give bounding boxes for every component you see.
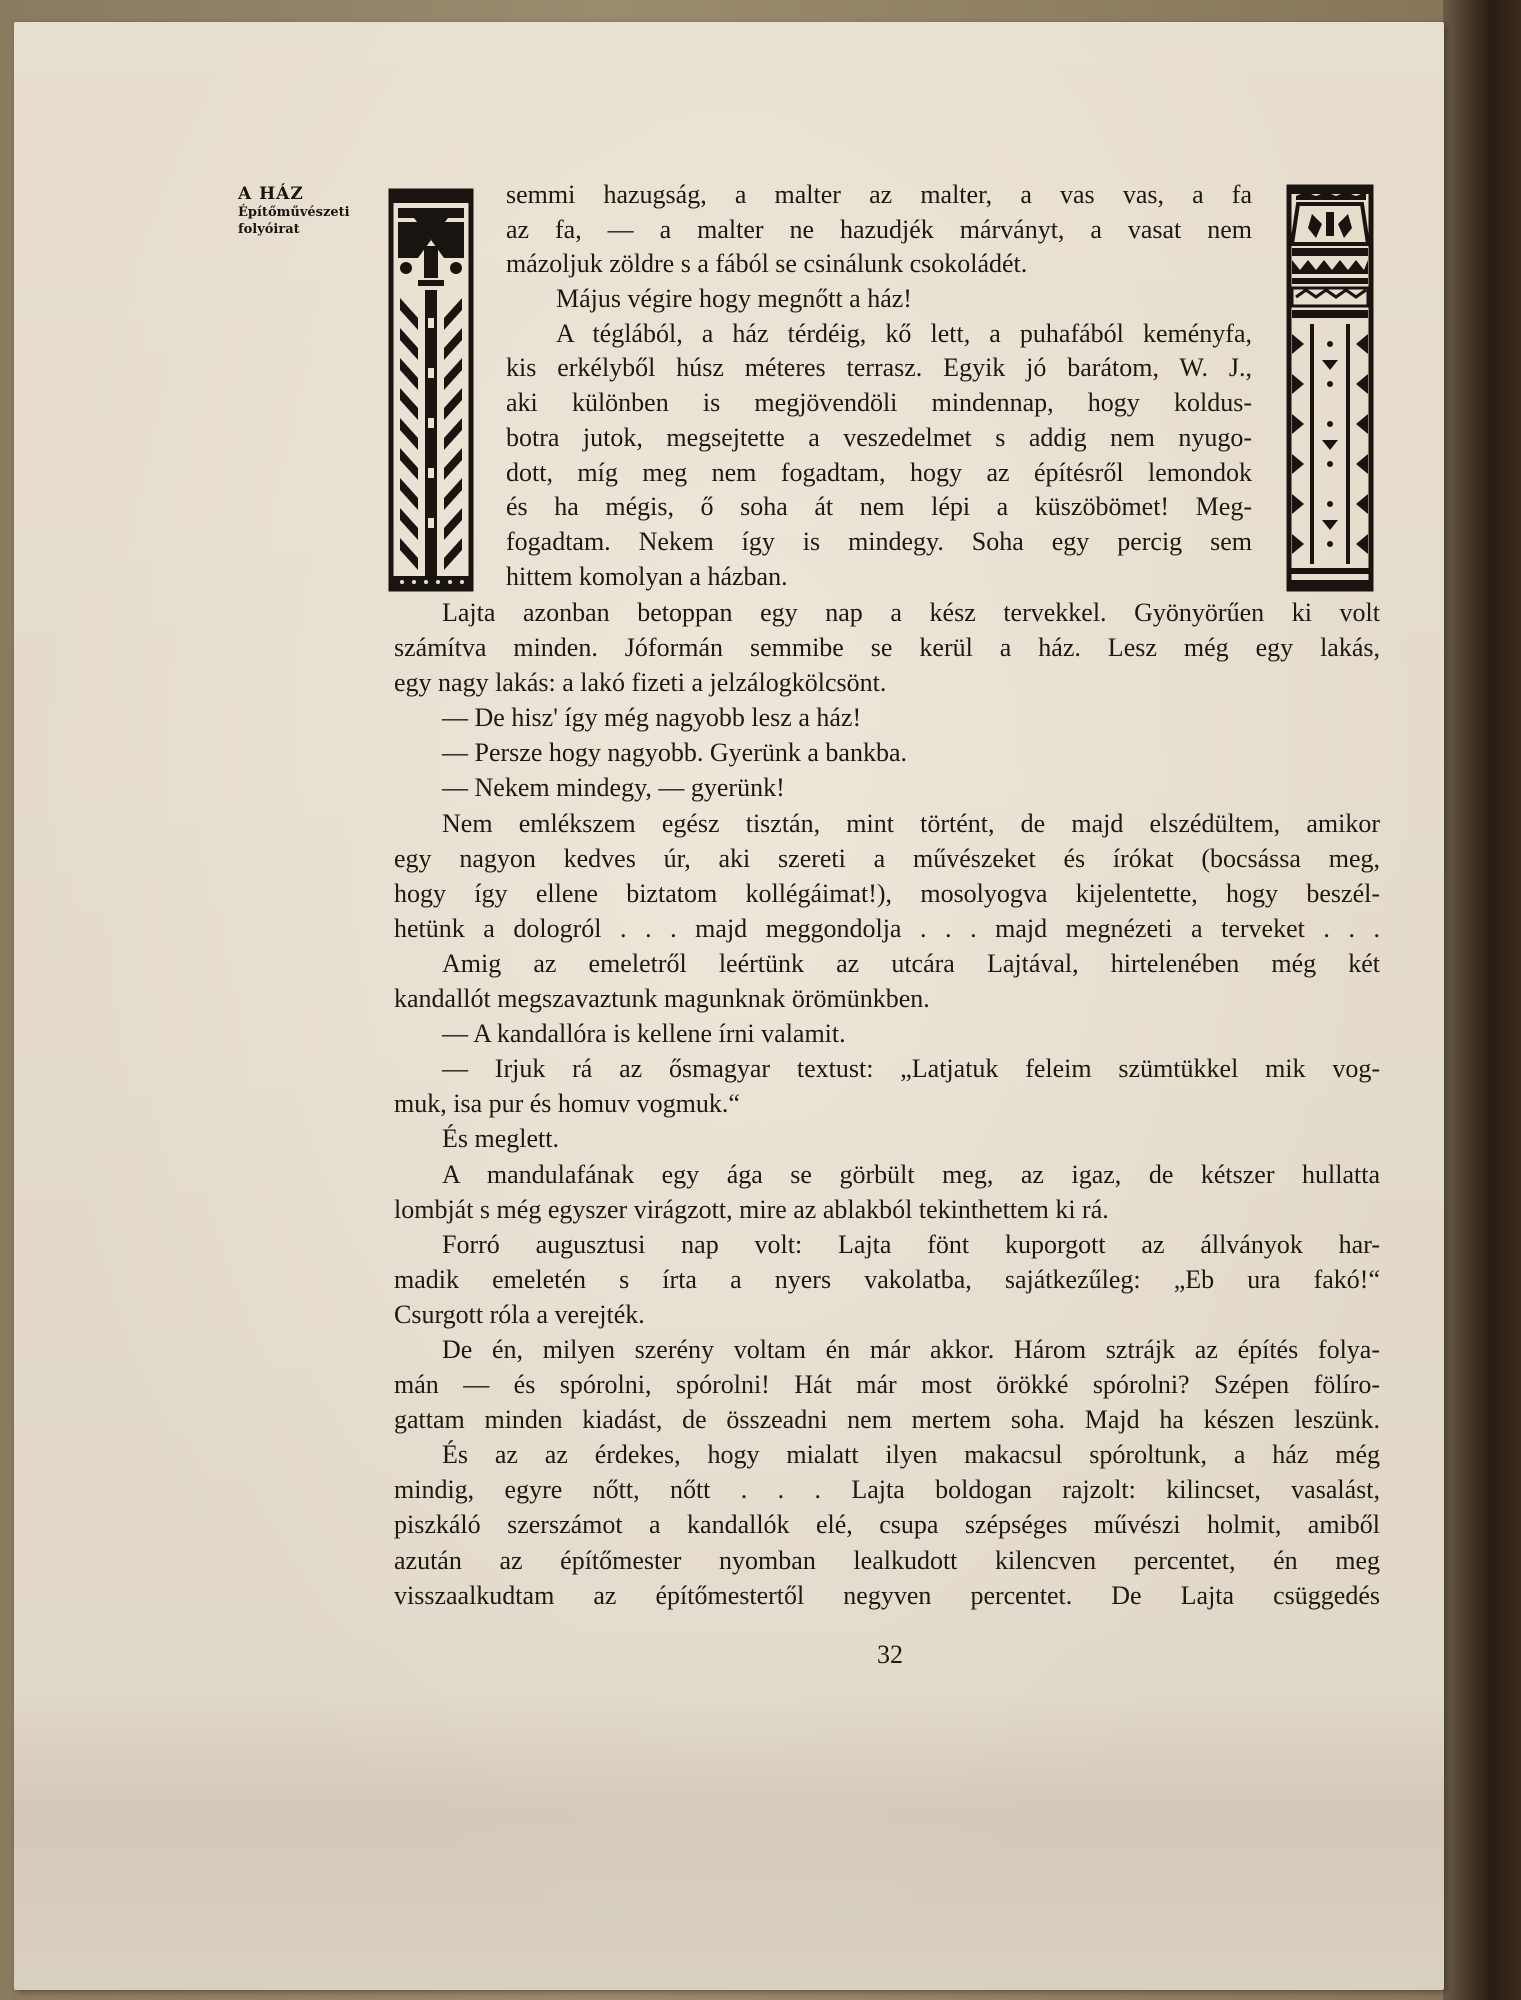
text-line: visszaalkudtam az építőmestertől negyven percentet. De Lajta csüggedés <box>394 1580 1380 1610</box>
text-line: Nem emlékszem egész tisztán, mint történt, de majd elszédültem, amikor <box>442 808 1380 838</box>
text-line: fogadtam. Nekem így is mindegy. Soha egy percig sem <box>506 526 1252 556</box>
text-line: piszkáló szerszámot a kandallók elé, csupa szépséges művészi holmit, amiből <box>394 1510 1380 1540</box>
text-line: semmi hazugság, a malter az malter, a vas vas, a fa <box>506 180 1252 209</box>
text-line: — Persze hogy nagyobb. Gyerünk a bankba. <box>442 738 907 768</box>
page-number: 32 <box>877 1640 903 1669</box>
text-line: egy nagy lakás: a lakó fizeti a jelzálogkölcsönt. <box>394 668 887 698</box>
text-line: egy nagyon kedves úr, aki szereti a művészeket és írókat (bocsássa meg, <box>394 843 1380 873</box>
text-line: hittem komolyan a házban. <box>506 561 788 591</box>
narrow-column-text <box>506 178 1252 594</box>
text-line: hetünk a dologról . . . majd meggondolja . . . majd megnézeti a terveket . . . <box>394 913 1380 943</box>
text-line: mindig, egyre nőtt, nőtt . . . Lajta boldogan rajzolt: kilincset, vasalást, <box>394 1475 1380 1505</box>
text-line: botra jutok, megsejtette a veszedelmet s addig nem nyugo- <box>506 422 1252 452</box>
text-line: muk, isa pur és homuv vogmuk.“ <box>394 1089 740 1119</box>
text-line: És az az érdekes, hogy mialatt ilyen makacsul spóroltunk, a ház még <box>442 1440 1380 1470</box>
text-line: mán — és spórolni, spórolni! Hát már most örökké spórolni? Szépen fölíro- <box>394 1370 1380 1400</box>
text-line: És meglett. <box>442 1124 559 1154</box>
text-line: A téglából, a ház térdéig, kő lett, a puhafából keményfa, <box>556 318 1252 348</box>
text-line: számítva minden. Jóformán semmibe se kerül a ház. Lesz még egy lakás, <box>394 633 1380 663</box>
folk-ornament-right <box>1286 184 1374 592</box>
text-line: kis erkélyből húsz méteres terrasz. Egyik jó barátom, W. J., <box>506 353 1252 383</box>
text-line: Amig az emeletről leértünk az utcára Lajtával, hirtelenében még két <box>442 948 1380 978</box>
book-spine <box>1443 0 1521 2000</box>
wide-column-text <box>394 595 1380 1613</box>
text-line: Lajta azonban betoppan egy nap a kész tervekkel. Gyönyörűen ki volt <box>442 598 1380 627</box>
masthead-subtitle-line1: Építőművészeti <box>238 205 350 221</box>
text-line: — Nekem mindegy, — gyerünk! <box>442 773 785 803</box>
folk-ornament-left <box>388 188 474 592</box>
text-line: kandallót megszavaztunk magunknak örömünkben. <box>394 984 930 1014</box>
text-line: Csurgott róla a verejték. <box>394 1299 645 1329</box>
text-line: De én, milyen szerény voltam én már akkor. Három sztrájk az építés folya- <box>442 1334 1380 1364</box>
text-line: lombját s még egyszer virágzott, mire az ablakból tekinthettem ki rá. <box>394 1194 1109 1224</box>
text-line: Forró augusztusi nap volt: Lajta fönt kuporgott az állványok har- <box>442 1229 1380 1259</box>
text-line: A mandulafának egy ága se görbült meg, az igaz, de kétszer hullatta <box>442 1159 1380 1189</box>
masthead <box>238 184 388 238</box>
text-line: azután az építőmester nyomban lealkudott kilencven percentet, én meg <box>394 1545 1380 1575</box>
text-line: madik emeletén s írta a nyers vakolatba, sajátkezűleg: „Eb ura fakó!“ <box>394 1264 1380 1294</box>
text-line: aki különben is megjövendöli mindennap, hogy koldus- <box>506 388 1252 418</box>
masthead-title: A HÁZ <box>238 184 304 204</box>
text-line: gattam minden kiadást, de összeadni nem mertem soha. Majd ha készen leszünk. <box>394 1405 1380 1435</box>
text-line: mázoljuk zöldre s a fából se csinálunk csokoládét. <box>506 249 1028 279</box>
text-line: Május végire hogy megnőtt a ház! <box>556 284 912 314</box>
text-line: az fa, — a malter ne hazudjék márványt, a vasat nem <box>506 214 1252 244</box>
text-line: — A kandallóra is kellene írni valamit. <box>442 1019 846 1049</box>
text-line: dott, míg meg nem fogadtam, hogy az építésről lemondok <box>506 457 1252 487</box>
text-line: hogy így ellene biztatom kollégáimat!), mosolyogva kijelentette, hogy beszél- <box>394 878 1380 908</box>
masthead-subtitle-line2: folyóirat <box>238 221 300 237</box>
text-line: — De hisz' így még nagyobb lesz a ház! <box>442 703 862 733</box>
text-line: — Irjuk rá az ősmagyar textust: „Latjatuk feleim szümtükkel mik vog- <box>442 1054 1380 1084</box>
text-line: és ha mégis, ő soha át nem lépi a küszöbömet! Meg- <box>506 492 1252 522</box>
